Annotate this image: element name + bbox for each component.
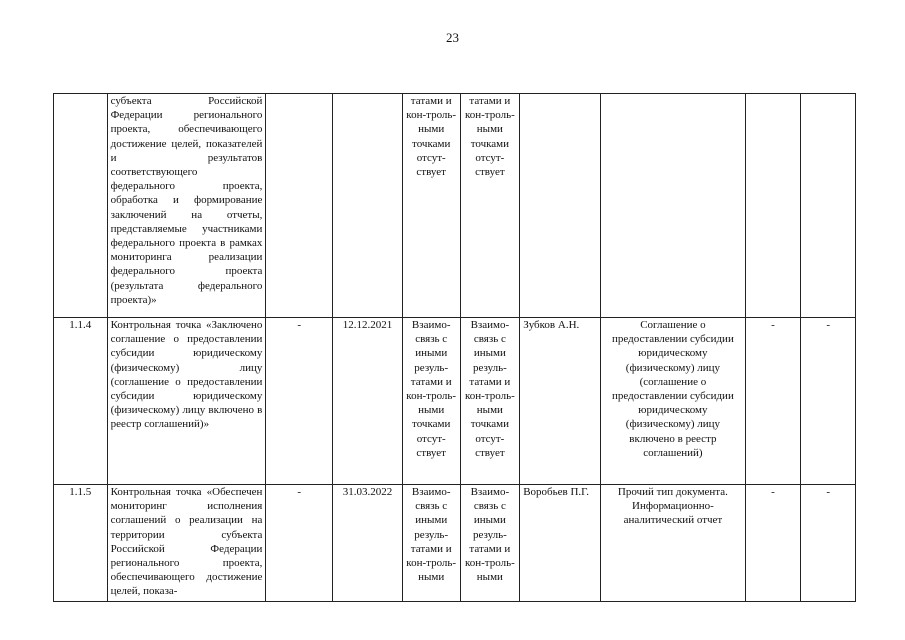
mark-cell-1: - bbox=[745, 318, 801, 485]
start-date-cell: - bbox=[266, 318, 333, 485]
document-type-cell bbox=[601, 94, 746, 318]
mark-cell-2: - bbox=[801, 318, 856, 485]
table-row bbox=[54, 94, 856, 318]
next-relation-cell: Взаимо-связь с иными резуль-татами и кон-троль-ными bbox=[460, 485, 520, 602]
page-number: 23 bbox=[446, 30, 459, 45]
document-type-cell: Прочий тип документа. Информационно-аналитический отчет bbox=[601, 485, 746, 602]
responsible-cell: Воробьев П.Г. bbox=[520, 485, 601, 602]
responsible-cell bbox=[520, 94, 601, 318]
control-point-name-cell: Контрольная точка «Заключено соглашение о предоставлении субсидии юридическому (физическому) лицу (соглашение о предоставлении субсидии юридическому (физическому) лицу включено в реестр соглашений)» bbox=[107, 318, 266, 485]
row-number-cell: 1.1.4 bbox=[54, 318, 108, 485]
control-point-name-cell: Контрольная точка «Обеспечен мониторинг исполнения соглашений о реализации на территории субъекта Российской Федерации регионального проекта, обеспечивающего достижение целей, показа- bbox=[107, 485, 266, 602]
responsible-cell: Зубков А.Н. bbox=[520, 318, 601, 485]
start-date-cell bbox=[266, 94, 333, 318]
table-row bbox=[54, 485, 856, 602]
end-date-cell: 12.12.2021 bbox=[333, 318, 403, 485]
previous-relation-cell: Взаимо-связь с иными резуль-татами и кон-троль-ными точками отсут-ствует bbox=[402, 318, 460, 485]
mark-cell-1: - bbox=[745, 485, 801, 602]
start-date-cell: - bbox=[266, 485, 333, 602]
control-point-name-cell: субъекта Российской Федерации регионального проекта, обеспечивающего достижение целей, показателей и результатов соответствующего федерального проекта, обработка и формирование заключений на отчеты, представляемые участниками федерального проекта в рамках мониторинга реализации федерального проекта (результата федерального проекта)» bbox=[107, 94, 266, 318]
table-row bbox=[54, 318, 856, 485]
previous-relation-cell: Взаимо-связь с иными резуль-татами и кон-троль-ными bbox=[402, 485, 460, 602]
mark-cell-1 bbox=[745, 94, 801, 318]
mark-cell-2 bbox=[801, 94, 856, 318]
end-date-cell: 31.03.2022 bbox=[333, 485, 403, 602]
previous-relation-cell: татами и кон-троль-ными точками отсут-ствует bbox=[402, 94, 460, 318]
row-number-cell bbox=[54, 94, 108, 318]
next-relation-cell: татами и кон-троль-ными точками отсут-ствует bbox=[460, 94, 520, 318]
next-relation-cell: Взаимо-связь с иными резуль-татами и кон-троль-ными точками отсут-ствует bbox=[460, 318, 520, 485]
document-type-cell: Соглашение о предоставлении субсидии юридическому (физическому) лицу (соглашение о предоставлении субсидии юридическому (физическому) лицу включено в реестр соглашений) bbox=[601, 318, 746, 485]
row-number-cell: 1.1.5 bbox=[54, 485, 108, 602]
plan-table bbox=[53, 93, 856, 602]
mark-cell-2: - bbox=[801, 485, 856, 602]
end-date-cell bbox=[333, 94, 403, 318]
